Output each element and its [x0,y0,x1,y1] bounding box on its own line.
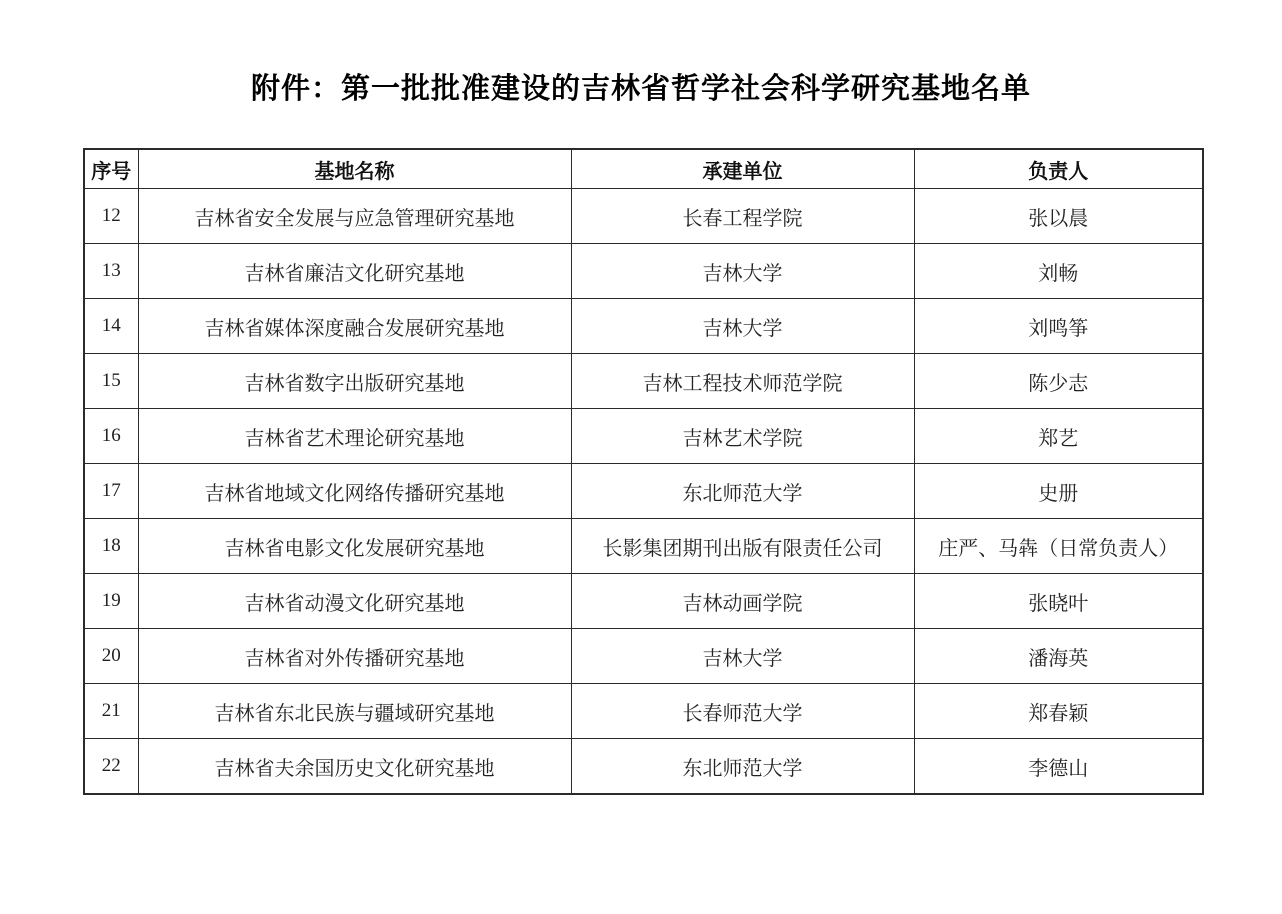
col-header-no: 序号 [84,149,138,189]
leader-cell: 刘畅 [914,244,1203,299]
leader-cell: 陈少志 [914,354,1203,409]
row-number-cell: 20 [84,629,138,684]
leader-cell: 潘海英 [914,629,1203,684]
table-container [83,148,1204,795]
base-name-cell: 吉林省动漫文化研究基地 [138,574,571,629]
unit-cell: 东北师范大学 [571,739,914,795]
unit-cell: 东北师范大学 [571,464,914,519]
row-number-cell: 12 [84,189,138,244]
unit-cell: 吉林大学 [571,299,914,354]
base-name-cell: 吉林省地域文化网络传播研究基地 [138,464,571,519]
row-number-cell: 14 [84,299,138,354]
col-header-unit: 承建单位 [571,149,914,189]
page-title: 附件：第一批批准建设的吉林省哲学社会科学研究基地名单 [250,73,1031,105]
base-name-cell: 吉林省对外传播研究基地 [138,629,571,684]
table-row [84,629,1203,684]
base-name-cell: 吉林省电影文化发展研究基地 [138,519,571,574]
col-header-leader: 负责人 [914,149,1203,189]
leader-cell: 李德山 [914,739,1203,795]
table-header-row [84,149,1203,189]
row-number-cell: 15 [84,354,138,409]
leader-cell: 刘鸣筝 [914,299,1203,354]
row-number-cell: 16 [84,409,138,464]
table-row [84,409,1203,464]
base-name-cell: 吉林省数字出版研究基地 [138,354,571,409]
base-name-cell: 吉林省媒体深度融合发展研究基地 [138,299,571,354]
row-number-cell: 22 [84,739,138,795]
leader-cell: 庄严、马犇（日常负责人） [914,519,1203,574]
unit-cell: 吉林艺术学院 [571,409,914,464]
base-name-cell: 吉林省东北民族与疆域研究基地 [138,684,571,739]
table-row [84,574,1203,629]
unit-cell: 吉林大学 [571,244,914,299]
table-row [84,684,1203,739]
row-number-cell: 21 [84,684,138,739]
table-row [84,739,1203,795]
table-header [84,149,1203,189]
table-row [84,244,1203,299]
unit-cell: 长影集团期刊出版有限责任公司 [571,519,914,574]
unit-cell: 长春师范大学 [571,684,914,739]
unit-cell: 长春工程学院 [571,189,914,244]
table-row [84,464,1203,519]
base-name-cell: 吉林省廉洁文化研究基地 [138,244,571,299]
row-number-cell: 18 [84,519,138,574]
row-number-cell: 17 [84,464,138,519]
unit-cell: 吉林工程技术师范学院 [571,354,914,409]
table-row [84,299,1203,354]
research-bases-table [83,148,1204,795]
base-name-cell: 吉林省艺术理论研究基地 [138,409,571,464]
leader-cell: 张晓叶 [914,574,1203,629]
leader-cell: 张以晨 [914,189,1203,244]
unit-cell: 吉林动画学院 [571,574,914,629]
row-number-cell: 19 [84,574,138,629]
table-body [84,189,1203,795]
col-header-base-name: 基地名称 [138,149,571,189]
unit-cell: 吉林大学 [571,629,914,684]
leader-cell: 郑春颖 [914,684,1203,739]
base-name-cell: 吉林省夫余国历史文化研究基地 [138,739,571,795]
base-name-cell: 吉林省安全发展与应急管理研究基地 [138,189,571,244]
table-row [84,354,1203,409]
leader-cell: 史册 [914,464,1203,519]
row-number-cell: 13 [84,244,138,299]
table-row [84,519,1203,574]
leader-cell: 郑艺 [914,409,1203,464]
table-row [84,189,1203,244]
